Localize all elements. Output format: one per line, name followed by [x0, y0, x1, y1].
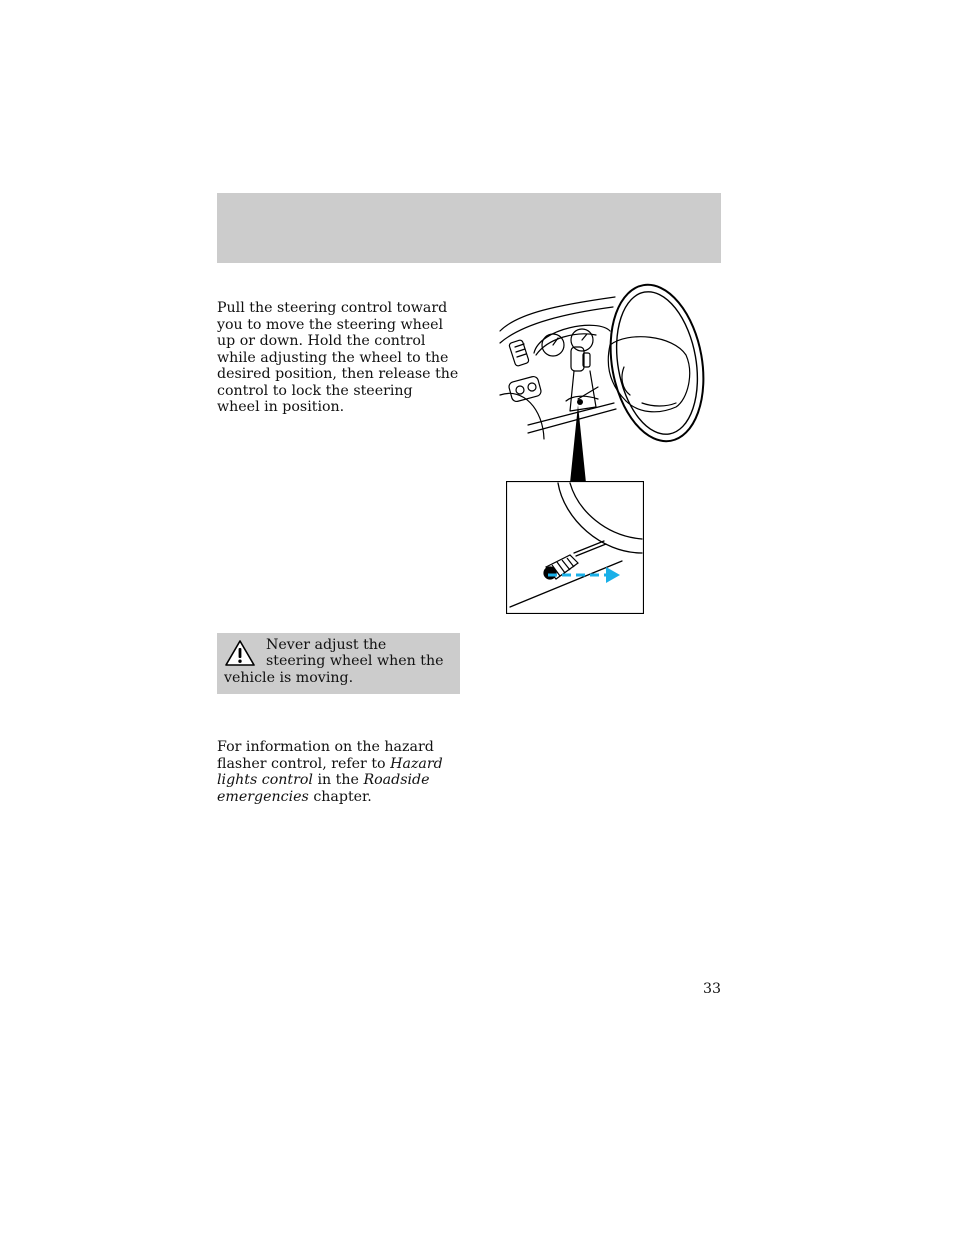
page-number: 33	[702, 981, 721, 997]
warning-text: Never adjust the steering wheel when the vehicle is moving.	[224, 637, 444, 686]
hazard-info-paragraph: For information on the hazard flasher control, refer to Hazard lights control in the Roadside emergencies chapter.	[217, 739, 443, 805]
steering-adjust-paragraph: Pull the steering control toward you to move the steering wheel up or down. Hold the control while adjusting the wheel to the desired position, then release the control to lock the steering wheel in position.	[217, 300, 459, 415]
roadside-emergencies-reference: Roadside emergencies	[217, 772, 430, 805]
steering-wheel-illustration	[498, 283, 708, 483]
steering-control-detail-illustration	[506, 481, 644, 614]
warning-box	[217, 633, 460, 694]
section-header-bar	[217, 193, 721, 263]
hazard-lights-reference: Hazard lights control	[217, 755, 443, 788]
